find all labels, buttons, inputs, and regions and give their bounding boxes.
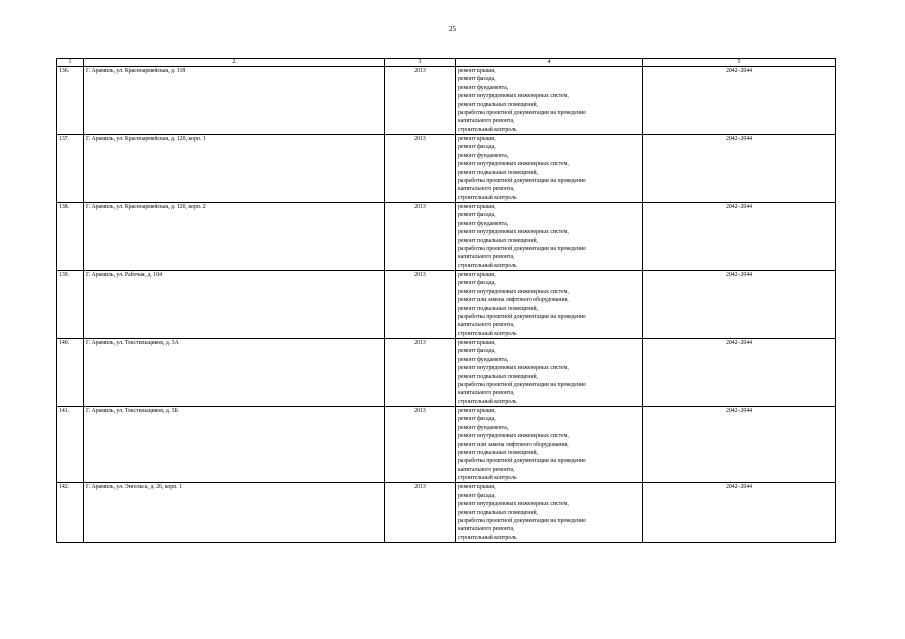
repair-schedule-table (56, 58, 836, 543)
work-item: разработка проектной документации на проведение (458, 381, 586, 388)
work-item: капитального ремонта, (458, 390, 515, 397)
work-item: капитального ремонта, (458, 254, 515, 261)
row-address: Г. Арамиль, ул. Текстильщиков, д. 3А (84, 339, 385, 407)
work-item: ремонт фундамента, (458, 84, 509, 91)
work-item: ремонт фасада, (458, 416, 496, 423)
row-address: Г. Арамиль, ул. Рабочая, д. 104 (84, 271, 385, 339)
row-address: Г. Арамиль, ул. Текстильщиков, д. 3Б (84, 407, 385, 483)
row-number: 139. (57, 271, 84, 339)
work-item: разработка проектной документации на проведение (458, 177, 586, 184)
table-row (57, 483, 836, 543)
work-item: ремонт внутридомовых инженерных систем, (458, 93, 569, 100)
row-address: Г. Арамиль, ул. Красноармейская, д. 118 (84, 67, 385, 135)
work-item: строительный контроль (458, 330, 517, 337)
work-item: ремонт внутридомовых инженерных систем, (458, 229, 569, 236)
header-col-5: 5 (643, 59, 836, 67)
row-period: 2042–2044 (643, 483, 836, 543)
work-item: строительный контроль (458, 126, 517, 133)
row-year: 2013 (385, 339, 456, 407)
header-row (57, 59, 836, 67)
work-item: ремонт подвальных помещений, (458, 169, 538, 176)
work-item: ремонт подвальных помещений, (458, 509, 538, 516)
work-item: ремонт крыши, (458, 408, 496, 414)
row-period: 2042–2044 (643, 271, 836, 339)
row-period: 2042–2044 (643, 67, 836, 135)
work-item: строительный контроль (458, 534, 517, 541)
row-year: 2013 (385, 135, 456, 203)
work-item: разработка проектной документации на проведение (458, 109, 586, 116)
work-item: строительный контроль (458, 398, 517, 405)
work-item: разработка проектной документации на проведение (458, 245, 586, 252)
work-item: ремонт крыши, (458, 136, 496, 142)
work-item: разработка проектной документации на проведение (458, 458, 586, 465)
row-number: 141. (57, 407, 84, 483)
work-item: ремонт внутридомовых инженерных систем, (458, 433, 569, 440)
header-col-1: 1 (57, 59, 84, 67)
table-row (57, 135, 836, 203)
work-item: ремонт фасада, (458, 212, 496, 219)
work-item: строительный контроль (458, 194, 517, 201)
work-item: ремонт фасада, (458, 280, 496, 287)
row-number: 140. (57, 339, 84, 407)
header-col-2: 2 (84, 59, 385, 67)
work-item: ремонт крыши, (458, 204, 496, 210)
work-item: ремонт подвальных помещений, (458, 373, 538, 380)
work-item: ремонт подвальных помещений, (458, 305, 538, 312)
work-item: ремонт подвальных помещений, (458, 237, 538, 244)
work-item: капитального ремонта, (458, 526, 515, 533)
header-col-3: 3 (385, 59, 456, 67)
row-works (456, 271, 643, 339)
work-item: ремонт внутридомовых инженерных систем, (458, 288, 569, 295)
work-item: ремонт фасада, (458, 492, 496, 499)
work-item: ремонт или замена лифтового оборудования, (458, 441, 569, 448)
row-works (456, 203, 643, 271)
row-year: 2013 (385, 203, 456, 271)
row-period: 2042–2044 (643, 339, 836, 407)
table-body (57, 67, 836, 543)
row-period: 2042–2044 (643, 407, 836, 483)
table-row (57, 271, 836, 339)
work-item: капитального ремонта, (458, 466, 515, 473)
table-row (57, 203, 836, 271)
page-number: 25 (449, 25, 456, 33)
row-year: 2013 (385, 407, 456, 483)
row-period: 2042–2044 (643, 203, 836, 271)
work-item: ремонт фундамента, (458, 424, 509, 431)
row-works (456, 483, 643, 543)
work-item: ремонт крыши, (458, 68, 496, 74)
row-number: 142. (57, 483, 84, 543)
table-header (57, 59, 836, 67)
table-row (57, 407, 836, 483)
work-item: ремонт внутридомовых инженерных систем, (458, 161, 569, 168)
header-col-4: 4 (456, 59, 643, 67)
row-works (456, 339, 643, 407)
row-address: Г. Арамиль, ул. Красноармейская, д. 120, корп. 1 (84, 135, 385, 203)
work-item: разработка проектной документации на проведение (458, 517, 586, 524)
work-item: ремонт фундамента, (458, 356, 509, 363)
work-item: разработка проектной документации на проведение (458, 313, 586, 320)
row-number: 137. (57, 135, 84, 203)
work-item: ремонт подвальных помещений, (458, 449, 538, 456)
row-address: Г. Арамиль, ул. Красноармейская, д. 120, корп. 2 (84, 203, 385, 271)
row-works (456, 67, 643, 135)
work-item: ремонт фасада, (458, 348, 496, 355)
row-works (456, 407, 643, 483)
work-item: ремонт или замена лифтового оборудования, (458, 297, 569, 304)
row-year: 2013 (385, 271, 456, 339)
table-row (57, 339, 836, 407)
work-item: ремонт крыши, (458, 484, 496, 491)
table-row (57, 67, 836, 135)
work-item: ремонт крыши, (458, 272, 496, 278)
work-item: строительный контроль (458, 475, 517, 481)
work-item: ремонт внутридомовых инженерных систем, (458, 365, 569, 372)
work-item: капитального ремонта, (458, 118, 515, 125)
work-item: строительный контроль (458, 262, 517, 269)
work-item: ремонт крыши, (458, 340, 496, 346)
work-item: ремонт фундамента, (458, 220, 509, 227)
work-item: ремонт фасада, (458, 76, 496, 83)
row-number: 136. (57, 67, 84, 135)
work-item: капитального ремонта, (458, 186, 515, 193)
row-year: 2013 (385, 483, 456, 543)
row-address: Г. Арамиль, ул. Энгельса, д. 26, корп. 1 (84, 483, 385, 543)
work-item: ремонт фасада, (458, 144, 496, 151)
work-item: капитального ремонта, (458, 322, 515, 329)
row-works (456, 135, 643, 203)
work-item: ремонт внутридомовых инженерных систем, (458, 501, 569, 508)
row-number: 138. (57, 203, 84, 271)
row-period: 2042–2044 (643, 135, 836, 203)
work-item: ремонт подвальных помещений, (458, 101, 538, 108)
work-item: ремонт фундамента, (458, 152, 509, 159)
row-year: 2013 (385, 67, 456, 135)
